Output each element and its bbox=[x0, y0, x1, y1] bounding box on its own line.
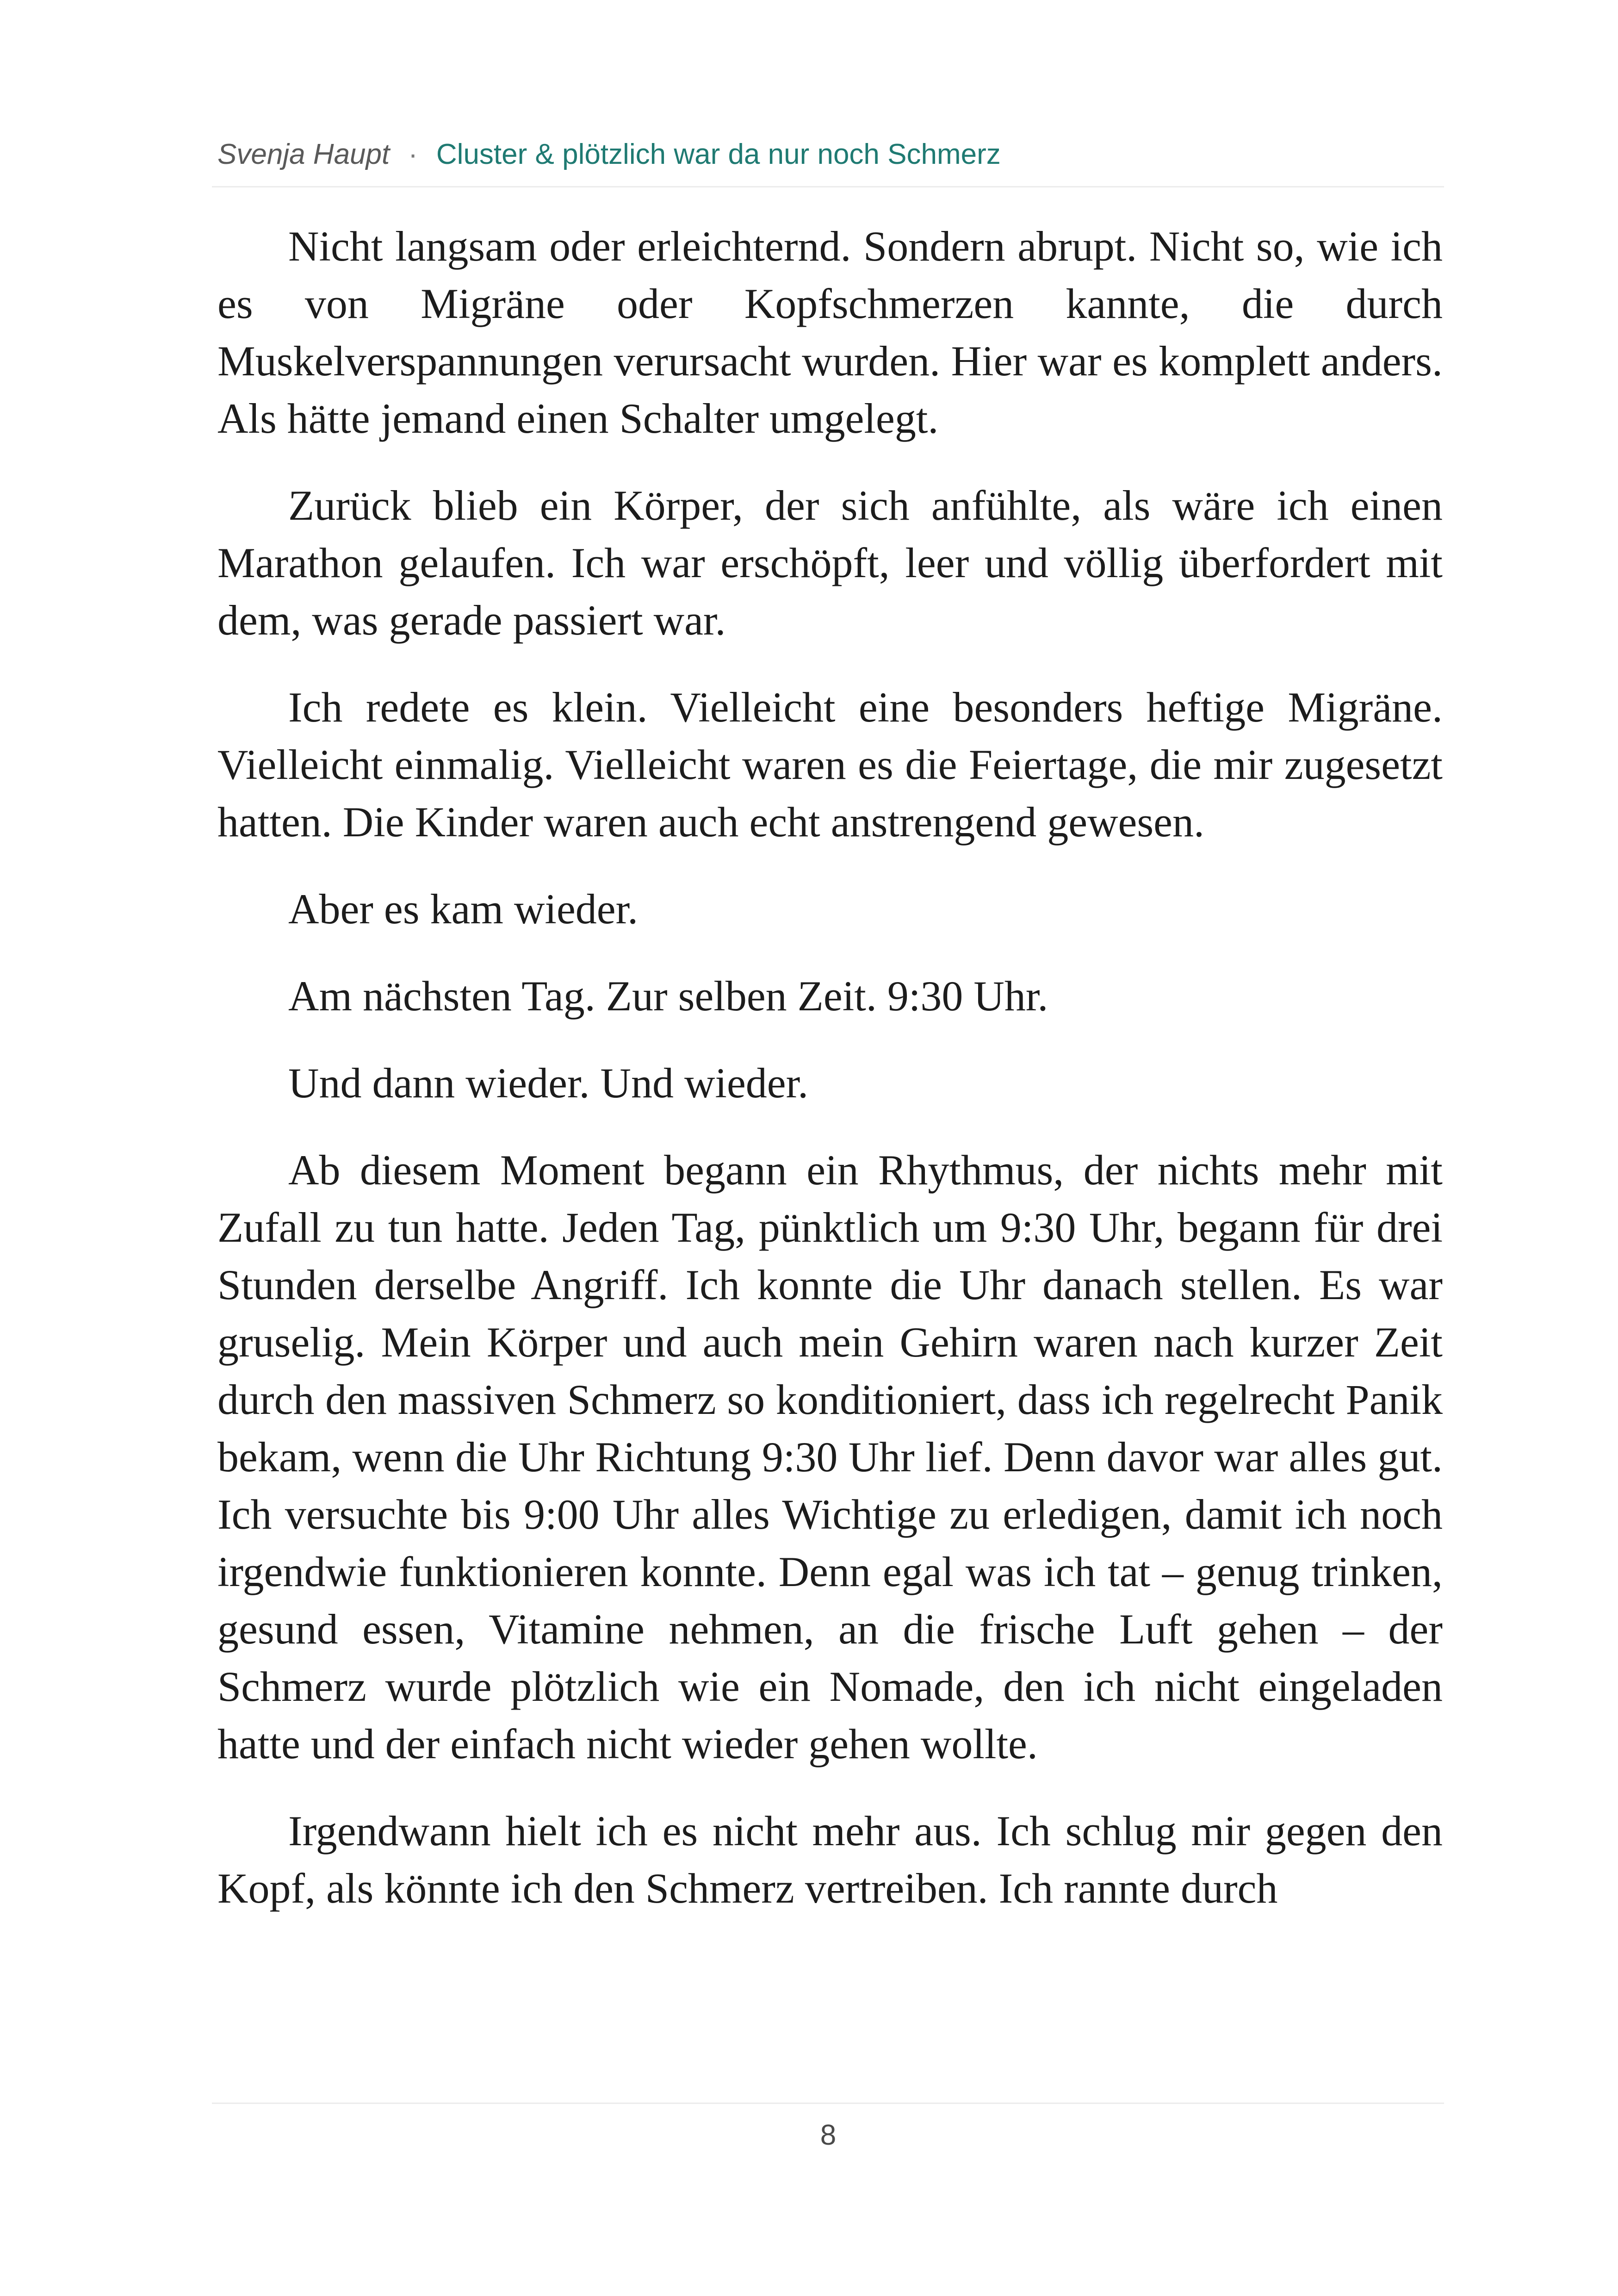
paragraph: Aber es kam wieder. bbox=[288, 885, 639, 933]
paragraph: Nicht langsam oder erleichternd. Sondern abrupt. Nicht so, wie ich es von Migräne oder Kopfschmerzen kannte, die durch Muskelverspannungen verursacht wurden. Hier war es komplett anders. Als hätte jemand einen Schalter umgelegt. bbox=[217, 223, 1443, 442]
paragraph: Ab diesem Moment begann ein Rhythmus, der nichts mehr mit Zufall zu tun hatte. Jeden Tag, pünktlich um 9:30 Uhr, begann für drei Stunden derselbe Angriff. Ich konnte die Uhr danach stellen. Es war gruselig. Mein Körper und auch mein Gehirn waren nach kurzer Zeit durch den massiven Schmerz so konditioniert, dass ich regelrecht Panik bekam, wenn die Uhr Richtung 9:30 Uhr lief. Denn davor war alles gut. Ich versuchte bis 9:00 Uhr alles Wichtige zu erledigen, damit ich noch irgendwie funktionieren konnte. Denn egal was ich tat – genug trinken, gesund essen, Vitamine nehmen, an die frische Luft gehen – der Schmerz wurde plötzlich wie ein Nomade, den ich nicht eingeladen hatte und der einfach nicht wieder gehen wollte. bbox=[217, 1146, 1443, 1767]
paragraph: Und dann wieder. Und wieder. bbox=[288, 1059, 809, 1107]
paragraph: Irgendwann hielt ich es nicht mehr aus. Ich schlug mir gegen den Kopf, als könnte ich den Schmerz vertreiben. Ich rannte durch bbox=[217, 1807, 1443, 1912]
footer-divider bbox=[212, 2103, 1444, 2104]
paragraph: Am nächsten Tag. Zur selben Zeit. 9:30 Uhr. bbox=[288, 972, 1048, 1020]
paragraph: Zurück blieb ein Körper, der sich anfühlte, als wäre ich einen Marathon gelaufen. Ich war erschöpft, leer und völlig überfordert mit dem, was gerade passiert war. bbox=[217, 482, 1443, 644]
header-book-title: Cluster & plötzlich war da nur noch Schmerz bbox=[436, 138, 1001, 170]
page-number: 8 bbox=[820, 2119, 837, 2151]
header-author: Svenja Haupt bbox=[217, 138, 390, 170]
running-header bbox=[217, 133, 1001, 175]
header-separator: · bbox=[408, 138, 418, 170]
paragraph: Ich redete es klein. Vielleicht eine besonders heftige Migräne. Vielleicht einmalig. Vielleicht waren es die Feiertage, die mir zugesetzt hatten. Die Kinder waren auch echt anstrengend gewesen. bbox=[217, 684, 1443, 846]
header-divider bbox=[212, 186, 1444, 187]
body-text bbox=[217, 218, 1443, 1917]
